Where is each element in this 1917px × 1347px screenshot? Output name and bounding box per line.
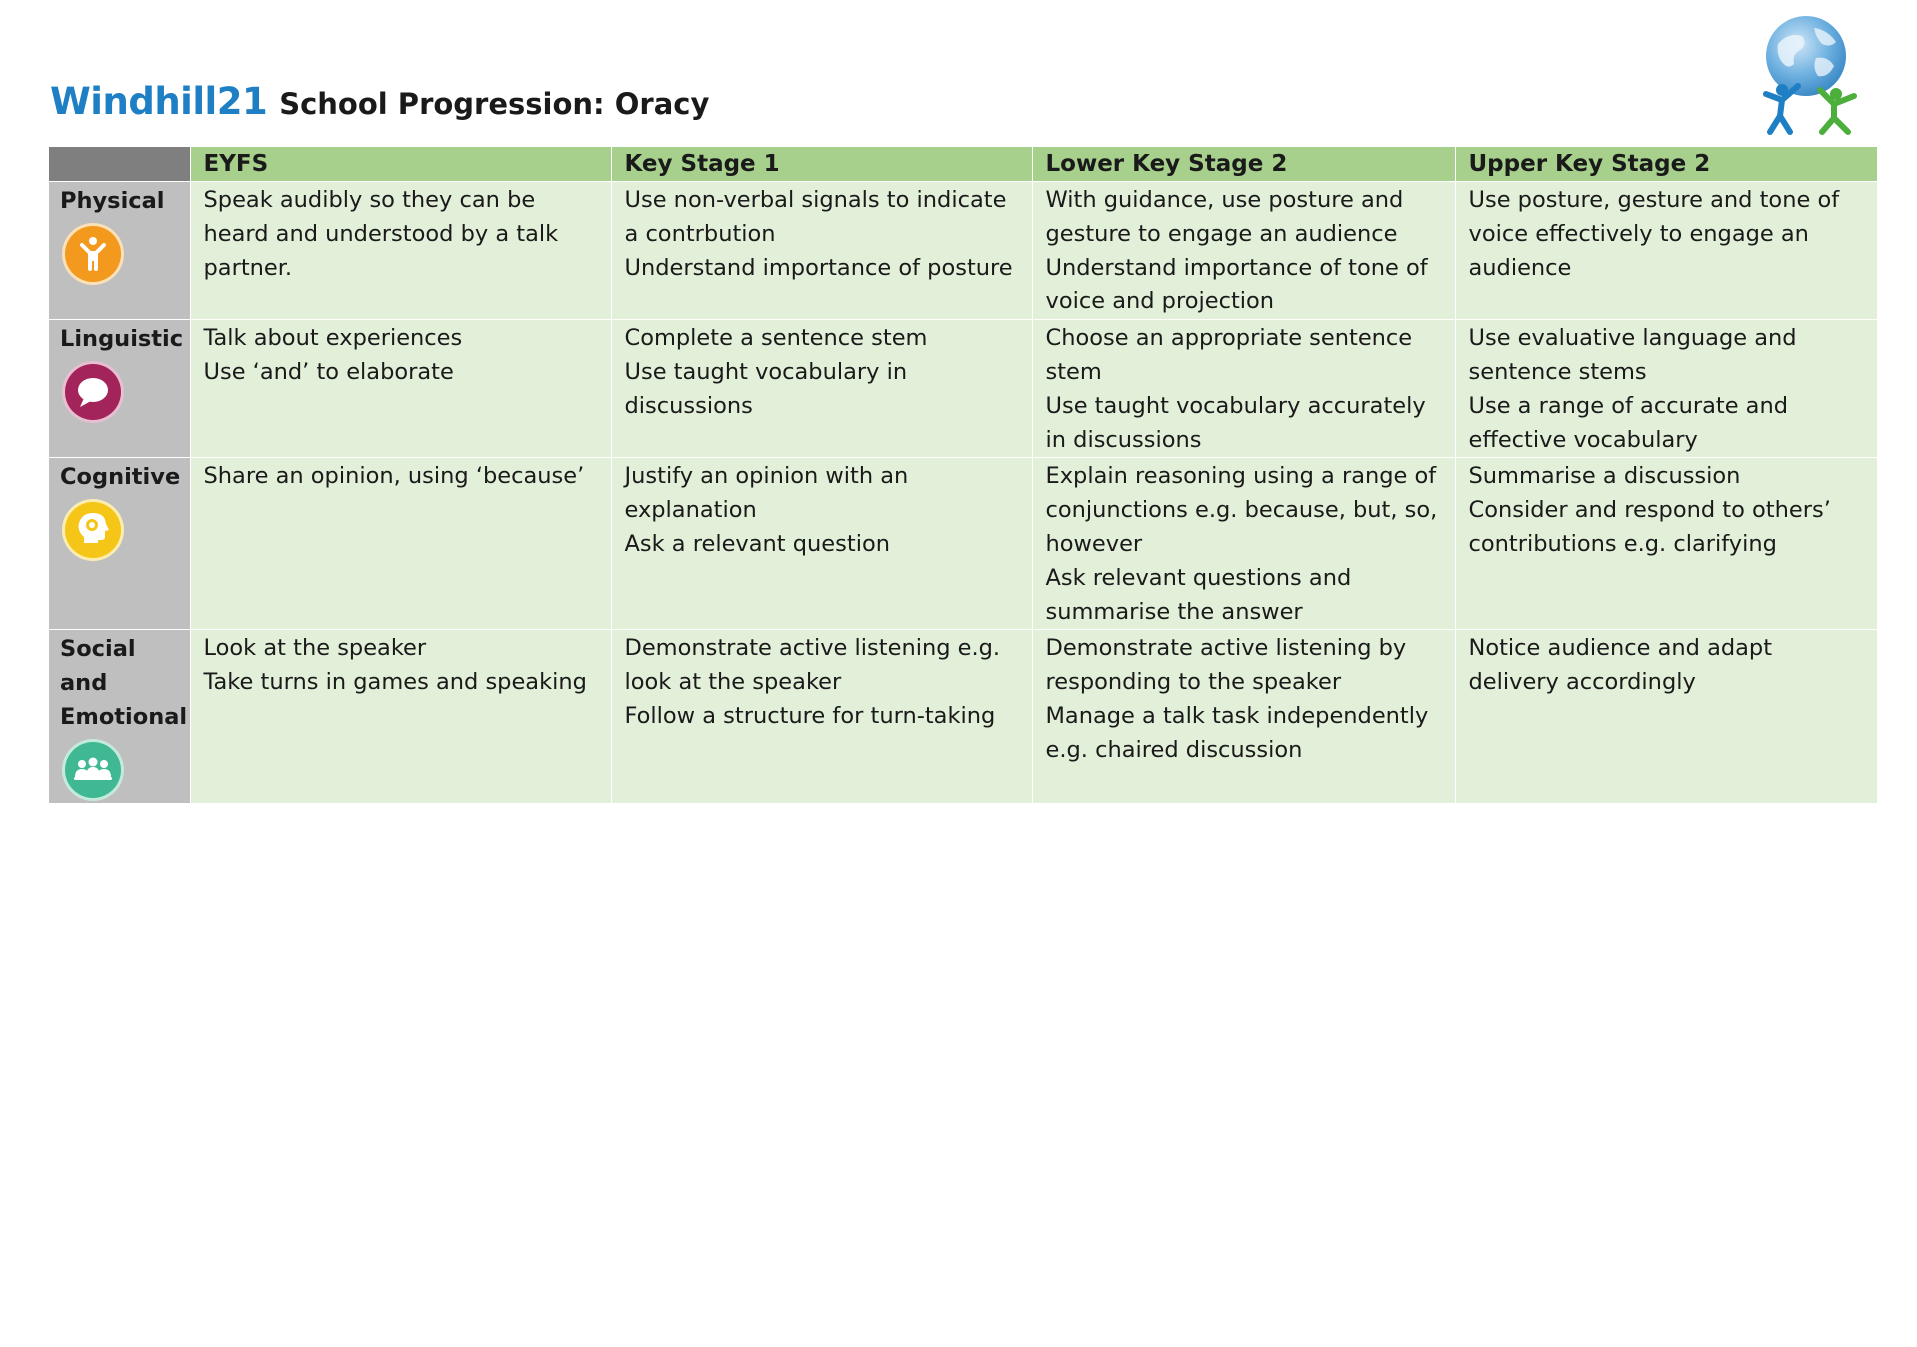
cell-line: Consider and respond to others’ contributions e.g. clarifying xyxy=(1468,497,1831,557)
cell-linguistic-uks2 xyxy=(1455,320,1877,458)
cell-cognitive-ks1 xyxy=(611,458,1032,630)
cell-linguistic-eyfs xyxy=(190,320,611,458)
cell-physical-eyfs xyxy=(190,182,611,320)
cell-line: Demonstrate active listening e.g. look at the speaker xyxy=(624,635,1001,696)
cell-line: Justify an opinion with an explanation xyxy=(624,463,909,524)
row-label: Social and Emotional xyxy=(60,636,188,731)
cell-line: Notice audience and adapt delivery accordingly xyxy=(1468,635,1773,696)
cell-line: Use evaluative language and sentence stems xyxy=(1468,325,1797,385)
cell-line: Use taught vocabulary accurately in discussions xyxy=(1045,392,1426,453)
globe-children-logo-icon xyxy=(1758,14,1862,136)
cell-physical-lks2 xyxy=(1032,182,1455,320)
row-label: Linguistic xyxy=(60,326,184,353)
cell-line: Talk about experiences xyxy=(203,325,463,352)
cell-social-uks2 xyxy=(1455,630,1877,804)
column-header-eyfs: EYFS xyxy=(190,147,611,182)
cell-line: With guidance, use posture and gesture to engage an audience xyxy=(1045,187,1404,247)
cell-physical-uks2 xyxy=(1455,182,1877,320)
cell-line: Explain reasoning using a range of conjunctions e.g. because, but, so, however xyxy=(1045,463,1438,557)
cell-cognitive-lks2 xyxy=(1032,458,1455,630)
cell-line: Ask a relevant question xyxy=(624,530,890,557)
group-people-icon xyxy=(60,737,126,803)
cell-line: Share an opinion, using ‘because’ xyxy=(203,463,585,490)
table-header-row xyxy=(49,147,1877,182)
row-header-social-emotional xyxy=(49,630,190,804)
speech-bubble-icon xyxy=(60,359,126,425)
cell-line: Choose an appropriate sentence stem xyxy=(1045,325,1413,385)
cell-cognitive-eyfs xyxy=(190,458,611,630)
table-row xyxy=(49,320,1877,458)
page-header xyxy=(50,80,709,126)
head-brain-icon xyxy=(60,497,126,563)
cell-line: Follow a structure for turn-taking xyxy=(624,702,996,729)
cell-social-eyfs xyxy=(190,630,611,804)
row-label: Cognitive xyxy=(60,464,181,491)
progression-table xyxy=(49,147,1878,803)
person-standing-icon xyxy=(60,221,126,287)
cell-linguistic-lks2 xyxy=(1032,320,1455,458)
table-row xyxy=(49,630,1877,804)
cell-social-lks2 xyxy=(1032,630,1455,804)
cell-line: Ask relevant questions and summarise the answer xyxy=(1045,564,1352,625)
cell-line: Take turns in games and speaking xyxy=(203,669,587,696)
cell-physical-ks1 xyxy=(611,182,1032,320)
cell-social-ks1 xyxy=(611,630,1032,804)
cell-line: Complete a sentence stem xyxy=(624,325,928,352)
cell-line: Look at the speaker xyxy=(203,635,427,662)
row-header-physical xyxy=(49,182,190,320)
cell-line: Use non-verbal signals to indicate a contrbution xyxy=(624,187,1007,247)
cell-line: Understand importance of tone of voice and projection xyxy=(1045,254,1428,315)
row-label: Physical xyxy=(60,188,165,214)
brand-name: Windhill21 xyxy=(50,80,268,123)
row-header-cognitive xyxy=(49,458,190,630)
table-corner-cell xyxy=(49,147,190,182)
cell-line: Use posture, gesture and tone of voice effectively to engage an audience xyxy=(1468,187,1840,281)
cell-cognitive-uks2 xyxy=(1455,458,1877,630)
cell-line: Use a range of accurate and effective vocabulary xyxy=(1468,392,1789,453)
table-row xyxy=(49,182,1877,320)
column-header-key-stage-1: Key Stage 1 xyxy=(611,147,1032,182)
page-title: School Progression: Oracy xyxy=(279,87,710,121)
cell-line: Summarise a discussion xyxy=(1468,463,1741,490)
table-row xyxy=(49,458,1877,630)
progression-table-wrapper xyxy=(49,147,1877,803)
column-header-lower-key-stage-2: Lower Key Stage 2 xyxy=(1032,147,1455,182)
cell-line: Use ‘and’ to elaborate xyxy=(203,358,454,385)
cell-linguistic-ks1 xyxy=(611,320,1032,458)
cell-line: Understand importance of posture xyxy=(624,254,1013,281)
cell-line: Demonstrate active listening by responding to the speaker xyxy=(1045,635,1407,696)
column-header-upper-key-stage-2: Upper Key Stage 2 xyxy=(1455,147,1877,182)
cell-line: Speak audibly so they can be heard and understood by a talk partner. xyxy=(203,187,559,281)
cell-line: Manage a talk task independently e.g. chaired discussion xyxy=(1045,702,1429,763)
row-header-linguistic xyxy=(49,320,190,458)
cell-line: Use taught vocabulary in discussions xyxy=(624,358,908,419)
